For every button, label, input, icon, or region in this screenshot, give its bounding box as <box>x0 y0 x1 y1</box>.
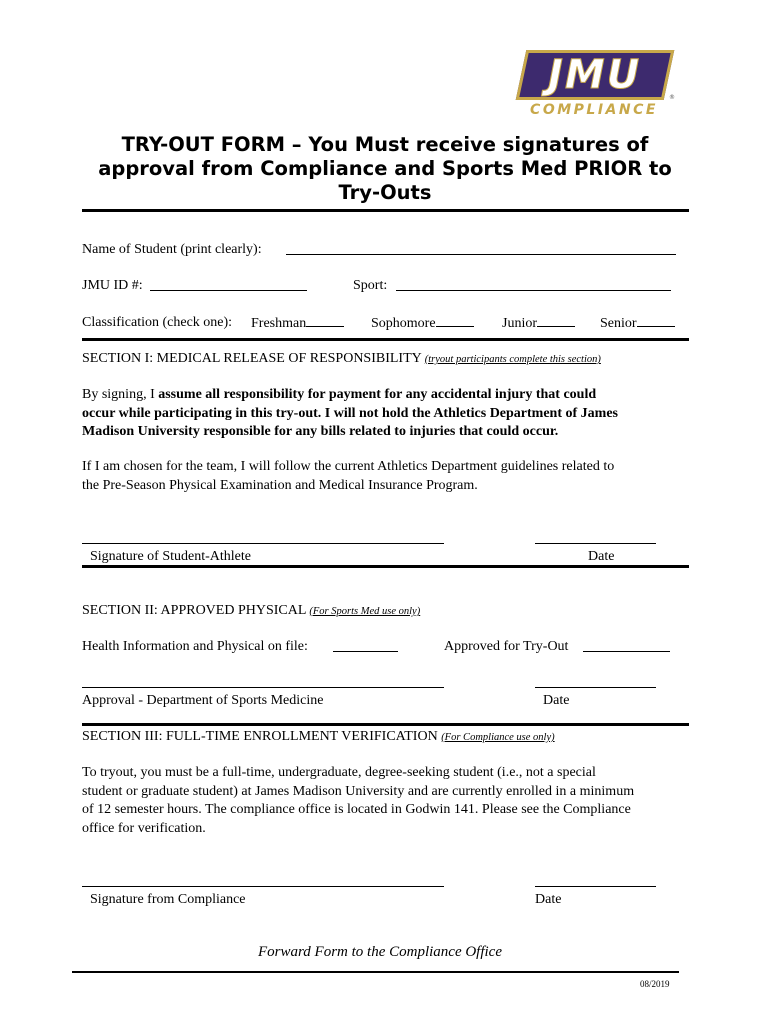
form-title-line-3: Try-Outs <box>338 181 432 204</box>
sophomore-check-line[interactable] <box>436 314 474 327</box>
form-title <box>60 133 710 205</box>
name-label: Name of Student (print clearly): <box>82 242 262 257</box>
junior-option[interactable] <box>502 314 575 332</box>
sophomore-option[interactable] <box>371 314 474 332</box>
compliance-date-line[interactable] <box>535 886 656 887</box>
section1-heading: SECTION I: MEDICAL RELEASE OF RESPONSIBILITY <box>82 351 422 366</box>
form-title-line-1: TRY-OUT FORM – You Must receive signatures of <box>121 133 649 156</box>
section3-para-line-3: of 12 semester hours. The compliance office is located in Godwin 141. Please see the Compliance <box>82 802 631 817</box>
health-info-label: Health Information and Physical on file: <box>82 639 308 654</box>
approved-tryout-input-line[interactable] <box>583 651 670 652</box>
sport-label: Sport: <box>353 278 388 293</box>
student-date-line[interactable] <box>535 543 656 544</box>
classification-label: Classification (check one): <box>82 315 233 330</box>
compliance-signature-label: Signature from Compliance <box>90 892 246 907</box>
logo-wordmark: JMU <box>548 52 642 98</box>
logo-subtitle: COMPLIANCE <box>530 102 658 118</box>
jmu-compliance-logo <box>515 50 675 124</box>
senior-check-line[interactable] <box>637 314 675 327</box>
section1-note: (tryout participants complete this section) <box>424 354 601 365</box>
section2-heading-row <box>82 602 420 620</box>
name-input-line[interactable] <box>286 254 676 255</box>
logo-wordmark-box <box>516 50 675 100</box>
sports-med-signature-label: Approval - Department of Sports Medicine <box>82 693 324 708</box>
health-info-input-line[interactable] <box>333 651 398 652</box>
student-signature-line[interactable] <box>82 543 444 544</box>
section3-note: (For Compliance use only) <box>441 732 555 743</box>
compliance-signature-line[interactable] <box>82 886 444 887</box>
title-divider <box>82 209 689 212</box>
senior-option[interactable] <box>600 314 675 332</box>
freshman-label: Freshman <box>251 316 307 331</box>
section1-para1-prefix: By signing, I <box>82 387 159 402</box>
section3-para-line-2: student or graduate student) at James Madison University and are currently enrolled in a minimum <box>82 783 635 799</box>
junior-label: Junior <box>502 316 537 331</box>
classification-divider <box>82 338 689 341</box>
section1-responsibility-paragraph <box>82 386 618 442</box>
section1-para1-line-2 <box>82 405 618 424</box>
section3-para-line-1: To tryout, you must be a full-time, undergraduate, degree-seeking student (i.e., not a special <box>82 765 596 780</box>
section1-para2-line-1: If I am chosen for the team, I will follow the current Athletics Department guidelines related to <box>82 459 615 474</box>
senior-label: Senior <box>600 316 637 331</box>
jmu-id-label: JMU ID #: <box>82 278 143 293</box>
section1-divider <box>82 565 689 568</box>
form-version: 08/2019 <box>640 979 670 989</box>
approved-tryout-label: Approved for Try-Out <box>444 639 569 654</box>
jmu-id-input-line[interactable] <box>150 290 307 291</box>
section2-divider <box>82 723 689 726</box>
junior-check-line[interactable] <box>537 314 575 327</box>
section3-heading: SECTION III: FULL-TIME ENROLLMENT VERIFICATION <box>82 729 438 744</box>
section1-para1-bold-a: assume all responsibility for payment for any accidental injury that could <box>158 387 597 402</box>
section2-note: (For Sports Med use only) <box>309 606 421 617</box>
section2-heading: SECTION II: APPROVED PHYSICAL <box>82 603 306 618</box>
section1-heading-row <box>82 350 601 368</box>
section3-enrollment-paragraph <box>82 764 634 838</box>
freshman-option[interactable] <box>251 314 344 332</box>
section1-para1-line-3 <box>82 423 618 442</box>
section1-para1-bold-c: Madison University responsible for any bills related to injuries that could occur. <box>82 424 559 439</box>
sport-input-line[interactable] <box>396 290 671 291</box>
compliance-date-label: Date <box>535 892 562 907</box>
section1-para1-bold-b: occur while participating in this try-out. I will not hold the Athletics Department of James <box>82 405 618 421</box>
section1-para2-line-2: the Pre-Season Physical Examination and Medical Insurance Program. <box>82 477 478 493</box>
student-date-label: Date <box>588 549 615 564</box>
form-title-line-2: approval from Compliance and Sports Med PRIOR to <box>98 157 672 180</box>
section3-heading-row <box>82 728 555 746</box>
section3-para-line-4: office for verification. <box>82 820 206 836</box>
footer-divider <box>72 971 679 973</box>
sports-med-date-line[interactable] <box>535 687 656 688</box>
logo-registered-mark: ® <box>669 94 675 101</box>
sports-med-signature-line[interactable] <box>82 687 444 688</box>
forward-form-note: Forward Form to the Compliance Office <box>258 944 502 960</box>
sophomore-label: Sophomore <box>371 316 436 331</box>
freshman-check-line[interactable] <box>306 314 344 327</box>
section1-physical-paragraph <box>82 458 614 495</box>
section1-para1-line-1 <box>82 386 618 405</box>
sports-med-date-label: Date <box>543 693 570 708</box>
student-signature-label: Signature of Student-Athlete <box>90 549 251 564</box>
